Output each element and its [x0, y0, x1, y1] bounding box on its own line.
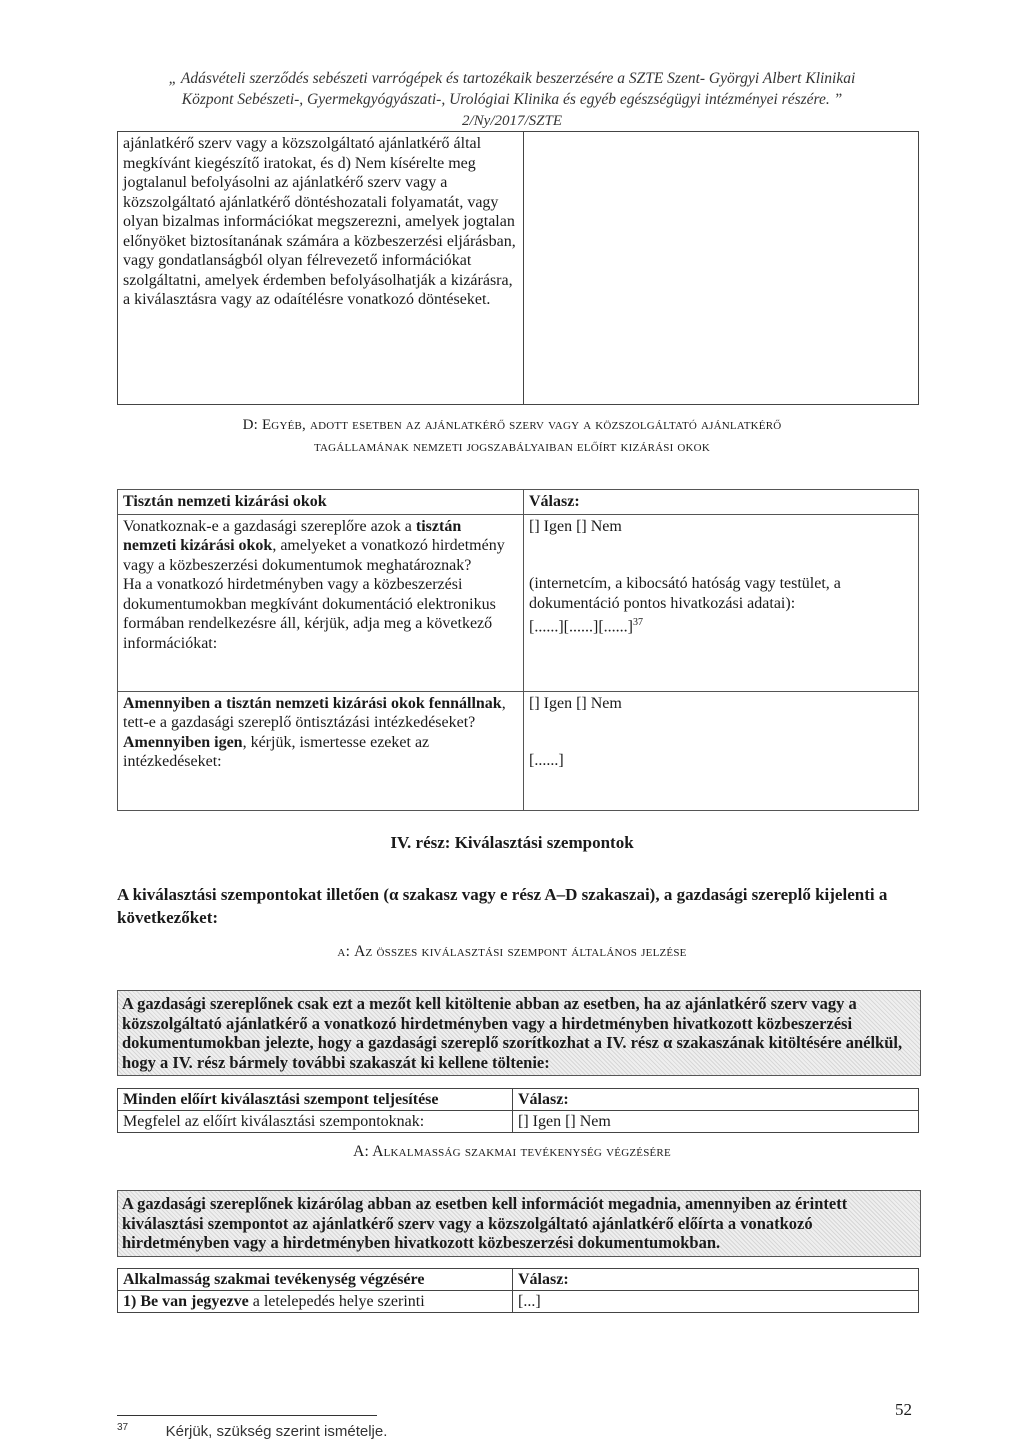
national-answer-1	[524, 514, 919, 691]
footnote-number: 37	[117, 1422, 129, 1433]
national-answer-2	[524, 691, 919, 810]
section-d-title-line2: tagállamának nemzeti jogszabályaiban előírt kizárási okok	[314, 439, 710, 455]
alpha-question: Megfelel az előírt kiválasztási szempontoknak:	[118, 1111, 513, 1133]
measures-field[interactable]: [......]	[529, 752, 564, 769]
footnote	[117, 1422, 917, 1444]
section-a-question-1: 1) Be van jegyezve a letelepedés helye szerinti	[118, 1291, 513, 1313]
section-d-title-line1: D: Egyéb, adott esetben az ajánlatkérő szerv vagy a közszolgáltató ajánlatkérő	[242, 417, 782, 433]
section-a-answer-1[interactable]: [...]	[513, 1291, 919, 1313]
exclusion-continuation-text: ajánlatkérő szerv vagy a közszolgáltató ajánlatkérő által megkívánt kiegészítő iratokat, és d) Nem kísérelte meg jogtalanul befolyásolni az ajánlatkérő szerv vagy a közszolgáltató ajánlatkérő döntéshozatali folyamatát, vagy olyan bizalmas információkat megszerezni, amelyek jogtalan előnyöket biztosítanának számára a közbeszerzési eljárásban, vagy gondatlanságból olyan félrevezető információkat szolgáltatni, amelyek érdemben befolyásolhatják a kizárásra, a kiválasztásra vagy az odaítélésre vonatkozó döntéseket.	[118, 132, 524, 405]
national-table-header-left: Tisztán nemzeti kizárási okok	[118, 490, 524, 515]
yes-no-checkboxes-1[interactable]: [] Igen [] Nem	[529, 517, 622, 535]
yes-no-checkboxes-2[interactable]: [] Igen [] Nem	[529, 694, 622, 712]
section-a-header-right: Válasz:	[513, 1269, 919, 1291]
national-table-header-right: Válasz:	[524, 490, 919, 515]
document-header-line2: Központ Sebészeti-, Gyermekgyógyászati-, Urológiai Klinika és egyéb egészségügyi intézményei részére. ”	[181, 91, 843, 108]
document-header-line1: „ Adásvételi szerződés sebészeti varrógépek és tartozékaik beszerzésére a SZTE Szent- Györgyi Albert Klinikai	[168, 70, 856, 87]
alpha-yes-no-checkboxes[interactable]: [] Igen [] Nem	[513, 1111, 919, 1133]
national-exclusion-table	[117, 489, 919, 811]
document-reference-prompt: (internetcím, a kibocsátó hatóság vagy testület, a dokumentáció pontos hivatkozási adatai):	[529, 575, 841, 612]
alpha-header-left: Minden előírt kiválasztási szempont teljesítése	[118, 1089, 513, 1111]
footnote-text: Kérjük, szükség szerint ismételje.	[165, 1423, 388, 1440]
alpha-shaded-note: A gazdasági szereplőnek csak ezt a mezőt kell kitöltenie abban az esetben, ha az ajánlatkérő szerv vagy a közszolgáltató ajánlatkérő a vonatkozó hirdetményben vagy a hirdetményben hivatkozott közbeszerzési dokumentumokban jelezte, hogy a gazdasági szereplő szorítkozhat a IV. rész α szakaszának kitöltésére anélkül, hogy a IV. rész bármely további szakaszát ki kellene töltenie:	[117, 990, 921, 1076]
selection-intro: A kiválasztási szempontokat illetően (α szakasz vagy e rész A–D szakaszai), a gazdasági szereplő kijelenti a következőket:	[117, 885, 888, 927]
exclusion-continuation-table	[117, 131, 919, 405]
section-a-table	[117, 1268, 919, 1313]
section-a-header-left: Alkalmasság szakmai tevékenység végzésére	[118, 1269, 513, 1291]
page-number: 52	[895, 1400, 912, 1419]
part-4-title: IV. rész: Kiválasztási szempontok	[390, 833, 634, 852]
section-a-shaded-note: A gazdasági szereplőnek kizárólag abban az esetben kell információt megadnia, amennyiben az érintett kiválasztási szempontot az ajánlatkérő szerv vagy a közszolgáltató ajánlatkérő előírta a vonatkozó hirdetményben vagy a hirdetményben hivatkozott közbeszerzési dokumentumokban.	[117, 1190, 921, 1257]
alpha-section-title: α: Az összes kiválasztási szempont általános jelzése	[337, 943, 687, 960]
document-reference-fields[interactable]: [......][......][......]$^{37}$	[529, 617, 643, 636]
section-a-title: A: Alkalmasság szakmai tevékenység végzésére	[353, 1143, 671, 1160]
document-reference: 2/Ny/2017/SZTE	[461, 113, 562, 129]
national-question-2: Amennyiben a tisztán nemzeti kizárási okok fennállnak, tett-e a gazdasági szereplő öntisztázási intézkedéseket? Amennyiben igen, kérjük, ismertesse ezeket az intézkedéseket:	[118, 691, 524, 810]
alpha-header-right: Válasz:	[513, 1089, 919, 1111]
footnote-separator	[117, 1415, 377, 1416]
alpha-table	[117, 1088, 919, 1133]
national-question-1: Vonatkoznak-e a gazdasági szereplőre azok a tisztán nemzeti kizárási okok, amelyeket a vonatkozó hirdetmény vagy a közbeszerzési dokumentumok meghatároznak? Ha a vonatkozó hirdetményben vagy a közbeszerzési dokumentumokban megkívánt dokumentáció elektronikus formában rendelkezésre áll, kérjük, adja meg a következő információkat:	[118, 514, 524, 691]
exclusion-continuation-answer	[524, 132, 919, 405]
section-d-title	[100, 414, 924, 458]
